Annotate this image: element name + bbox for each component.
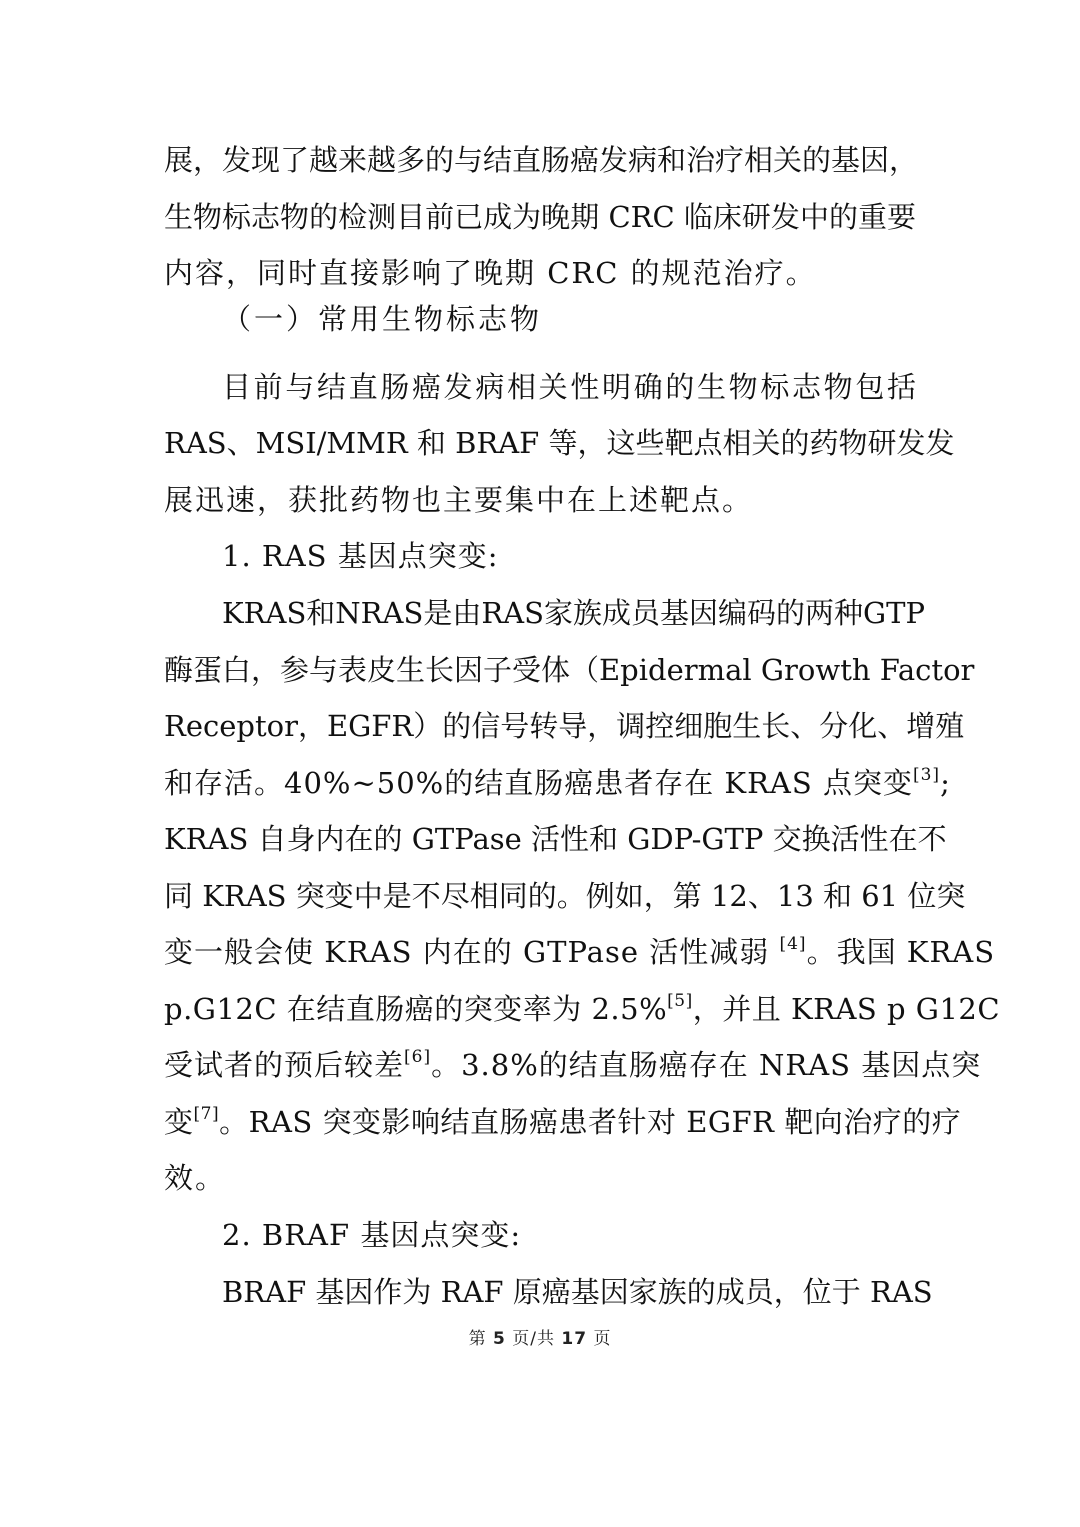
citation-ref: [7] bbox=[193, 1104, 220, 1124]
paragraph-line bbox=[164, 932, 996, 972]
current-page-number: 5 bbox=[492, 1329, 506, 1349]
paragraph-line: 效。 bbox=[164, 1161, 227, 1195]
paragraph-line bbox=[164, 763, 951, 803]
paragraph-line: 内容，同时直接影响了晚期 CRC 的规范治疗。 bbox=[164, 256, 817, 290]
footer-middle: 页/共 bbox=[512, 1329, 555, 1349]
citation-ref: [5] bbox=[667, 991, 693, 1011]
page-footer bbox=[0, 1324, 1080, 1349]
footer-suffix: 页 bbox=[593, 1329, 612, 1349]
paragraph-line: 展，发现了越来越多的与结直肠癌发病和治疗相关的基因， bbox=[164, 143, 919, 177]
paragraph-line: KRAS和NRAS是由RAS家族成员基因编码的两种GTP bbox=[222, 596, 925, 630]
paragraph-line bbox=[164, 1045, 982, 1085]
paragraph-line: KRAS 自身内在的 GTPase 活性和 GDP-GTP 交换活性在不 bbox=[164, 822, 947, 856]
line-text: 变一般会使 KRAS 内在的 GTPase 活性减弱 bbox=[164, 935, 780, 969]
paragraph-line: 展迅速，获批药物也主要集中在上述靶点。 bbox=[164, 483, 754, 517]
list-item-heading: 2. BRAF 基因点突变: bbox=[222, 1218, 522, 1252]
list-item-heading: 1. RAS 基因点突变: bbox=[222, 539, 499, 573]
total-page-count: 17 bbox=[561, 1329, 588, 1349]
footer-prefix: 第 bbox=[468, 1329, 487, 1349]
line-text: ; bbox=[940, 766, 951, 800]
line-text: 。3.8%的结直肠癌存在 NRAS 基因点突 bbox=[431, 1048, 982, 1082]
paragraph-line: 生物标志物的检测目前已成为晚期 CRC 临床研发中的重要 bbox=[164, 200, 916, 234]
line-text: 。我国 KRAS bbox=[806, 935, 996, 969]
line-text: 受试者的预后较差 bbox=[164, 1048, 405, 1082]
paragraph-line: 酶蛋白，参与表皮生长因子受体（Epidermal Growth Factor bbox=[164, 653, 975, 687]
paragraph-line: 目前与结直肠癌发病相关性明确的生物标志物包括 bbox=[222, 370, 916, 404]
citation-ref: [3] bbox=[912, 765, 941, 785]
paragraph-line: BRAF 基因作为 RAF 原癌基因家族的成员，位于 RAS bbox=[222, 1275, 933, 1309]
line-text: 变 bbox=[164, 1105, 194, 1139]
citation-ref: [4] bbox=[779, 934, 807, 954]
paragraph-line: Receptor，EGFR）的信号转导，调控细胞生长、分化、增殖 bbox=[164, 709, 965, 743]
line-text: p.G12C 在结直肠癌的突变率为 2.5% bbox=[164, 992, 668, 1026]
citation-ref: [6] bbox=[404, 1047, 432, 1067]
paragraph-line bbox=[164, 1102, 962, 1142]
line-text: 和存活。40%~50%的结直肠癌患者存在 KRAS 点突变 bbox=[164, 766, 913, 800]
paragraph-line: 同 KRAS 突变中是不尽相同的。例如，第 12、13 和 61 位突 bbox=[164, 879, 966, 913]
section-heading: （一）常用生物标志物 bbox=[222, 302, 543, 336]
paragraph-line bbox=[164, 989, 1001, 1029]
paragraph-line: RAS、MSI/MMR 和 BRAF 等，这些靶点相关的药物研发发 bbox=[164, 426, 955, 460]
line-text: ，并且 KRAS p G12C bbox=[692, 992, 1001, 1026]
line-text: 。RAS 突变影响结直肠癌患者针对 EGFR 靶向治疗的疗 bbox=[219, 1105, 962, 1139]
